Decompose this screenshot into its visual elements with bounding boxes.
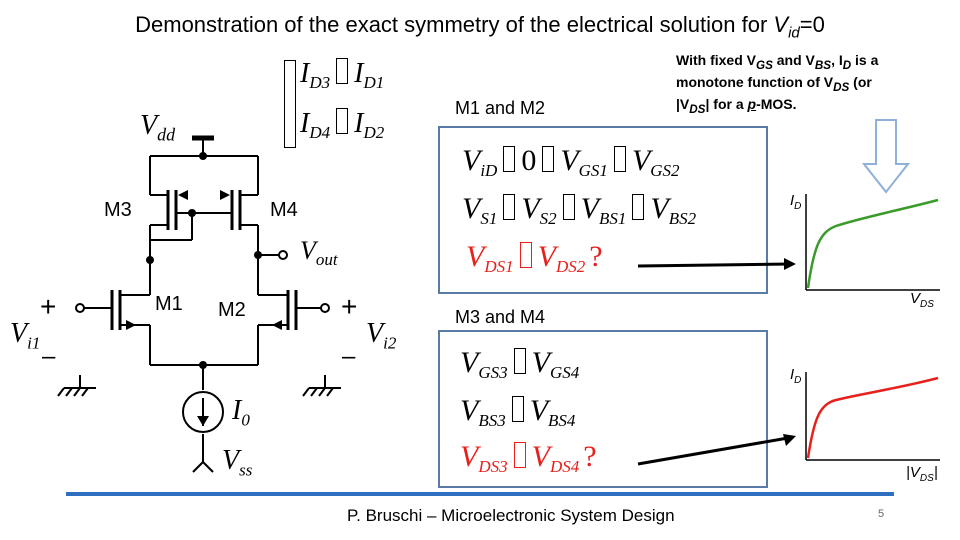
- graph2-xlabel: $|V_{DS}|$: [906, 464, 938, 484]
- footer-rule: [66, 492, 894, 496]
- title-text: Demonstration of the exact symmetry of the electrical solution for: [135, 12, 774, 37]
- equation-bracket: [284, 60, 296, 148]
- current-eq-row1: $I_{D3}$ $I_{D1}$: [300, 58, 385, 92]
- vout-label: $V_{out}$: [300, 236, 338, 270]
- vi2-minus: –: [342, 343, 356, 370]
- m1-label: M1: [155, 293, 183, 315]
- vi1-minus: –: [42, 343, 56, 370]
- page-number: 5: [878, 508, 885, 520]
- eq-m3m4-row3: $V_{DS3}$ $V_{DS4}$ ?: [460, 440, 597, 476]
- eq-m1m2-row1: $V_{iD}$ 0 $V_{GS1}$ $V_{GS2}$: [462, 144, 680, 180]
- eq-m1m2-row3: $V_{DS1}$ $V_{DS2}$ ?: [466, 240, 603, 276]
- vi2-plus: +: [341, 291, 358, 322]
- vi1-label: $V_{i1}$: [10, 318, 41, 353]
- title-sub: id: [788, 24, 800, 42]
- m4-label: M4: [270, 199, 298, 221]
- vi2-label: $V_{i2}$: [366, 318, 397, 353]
- id-curve-green: [808, 200, 938, 288]
- m3-label: M3: [104, 199, 132, 221]
- eq-m3m4-row1: $V_{GS3}$ $V_{GS4}$: [460, 346, 580, 382]
- section-m1-m2: M1 and M2: [455, 98, 546, 118]
- id-curve-red: [808, 378, 938, 458]
- slide-title: [0, 12, 960, 41]
- i0-label: $I_0$: [232, 395, 250, 430]
- arrow-to-graph1: [638, 264, 790, 266]
- eq-m3m4-row2: $V_{BS3}$ $V_{BS4}$: [460, 394, 576, 430]
- title-var: V: [773, 12, 789, 37]
- vdd-label: $V_{dd}$: [140, 110, 176, 145]
- down-arrow-icon: [862, 118, 910, 194]
- footer-text: P. Bruschi – Microelectronic System Design: [347, 506, 675, 525]
- vi1-plus: +: [40, 291, 57, 322]
- arrow-to-graph2: [638, 438, 788, 464]
- graph1-xlabel: $V_{DS}$: [910, 290, 934, 310]
- m2-label: M2: [218, 299, 246, 321]
- graph1-ylabel: $I_D$: [790, 192, 802, 212]
- vss-label: $V_{ss}$: [222, 445, 253, 480]
- section-m3-m4: M3 and M4: [455, 307, 546, 327]
- monotone-note: With fixed $V_{GS}$ and $V_{BS}$, $I_D$ is a monotone function of $V_{DS}$ (or $|V_{DS}|$ for a p-MOS.: [676, 52, 879, 116]
- current-eq-row2: $I_{D4}$ $I_{D2}$: [300, 108, 385, 142]
- eq-m1m2-row2: $V_{S1}$ $V_{S2}$ $V_{BS1}$ $V_{BS2}$: [462, 192, 697, 228]
- title-suffix: =0: [799, 12, 825, 37]
- graph2-ylabel: $I_D$: [790, 366, 802, 386]
